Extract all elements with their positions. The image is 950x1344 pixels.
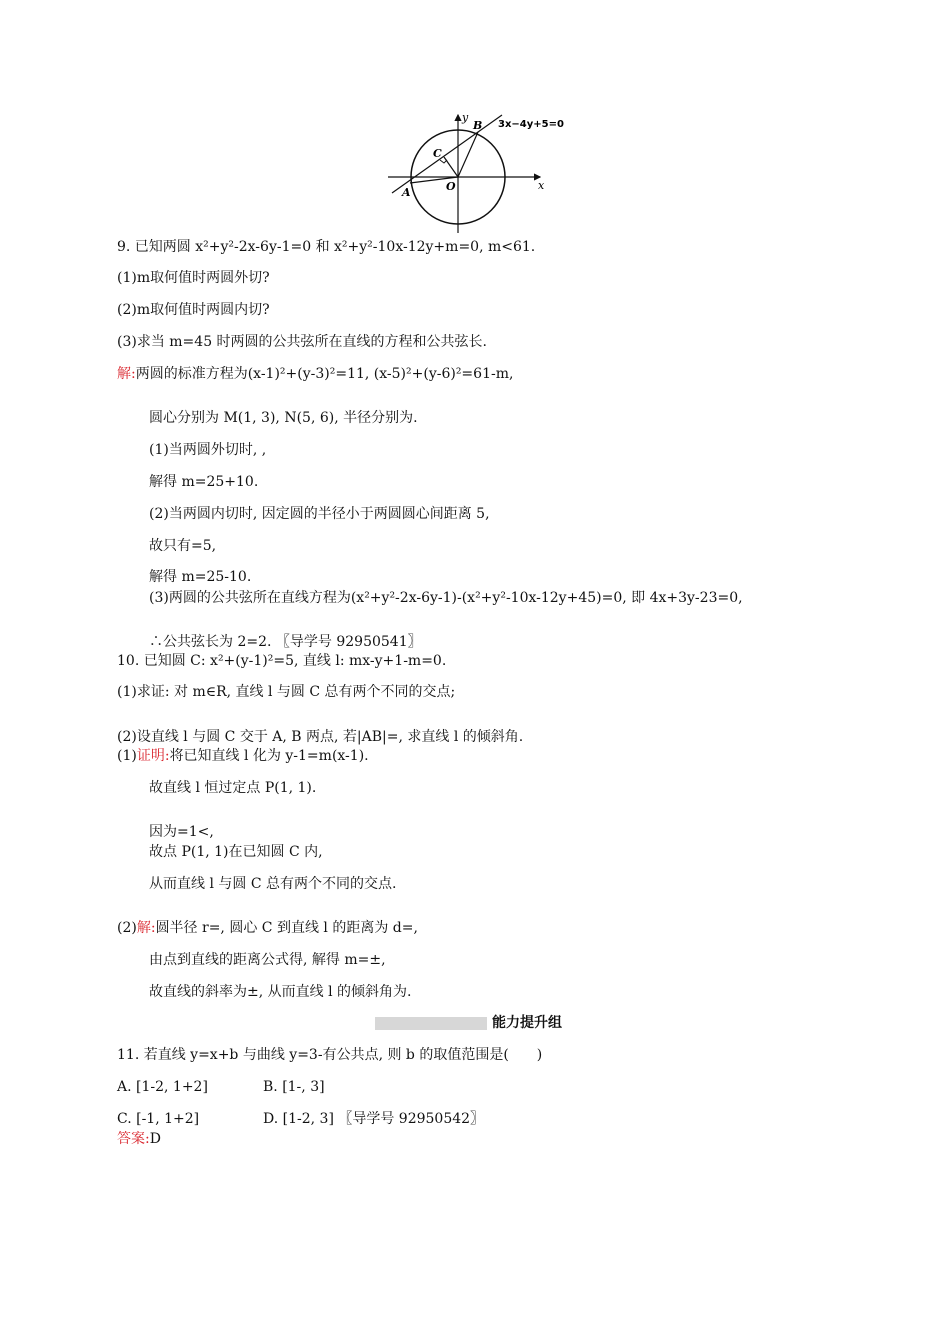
line-a9-8 bbox=[149, 632, 422, 652]
line-q10-1 bbox=[117, 682, 455, 702]
line-text: C. [-1, 1+2] bbox=[117, 1111, 200, 1127]
line-a10-5 bbox=[117, 918, 418, 938]
label-o: O bbox=[446, 180, 456, 193]
line-a9-2 bbox=[149, 440, 266, 460]
line-text: 11. 若直线 y=x+b 与曲线 y=3-有公共点, 则 b 的取值范围是( ) bbox=[117, 1047, 543, 1063]
line-text: (2)m取何值时两圆内切? bbox=[117, 302, 270, 318]
line-text: 从而直线 l 与圆 C 总有两个不同的交点. bbox=[149, 876, 397, 892]
label-a: A bbox=[402, 186, 411, 199]
line-text: 10. 已知圆 C: x²+(y-1)²=5, 直线 l: mx-y+1-m=0. bbox=[117, 653, 447, 669]
line-text: 故只有=5, bbox=[149, 538, 217, 554]
label-b: B bbox=[473, 119, 483, 132]
answer-label: 证明: bbox=[136, 748, 170, 764]
line-text: 因为=1<, bbox=[149, 824, 214, 840]
line-text: A. [1-2, 1+2] bbox=[117, 1079, 208, 1095]
line-text: 两圆的标准方程为(x-1)²+(y-3)²=11, (x-5)²+(y-6)²=61-m, bbox=[135, 366, 514, 382]
section-bar bbox=[375, 1017, 487, 1030]
line-text: 故直线 l 恒过定点 P(1, 1). bbox=[149, 780, 317, 796]
line-a10-2 bbox=[149, 822, 214, 842]
line-text: (3)两圆的公共弦所在直线方程为(x²+y²-2x-6y-1)-(x²+y²-10x-12y+45)=0, 即 4x+3y-23=0, bbox=[149, 590, 743, 606]
line-a10-7 bbox=[149, 982, 411, 1002]
segment-oc bbox=[444, 157, 458, 177]
line-text: 将已知直线 l 化为 y-1=m(x-1). bbox=[169, 748, 369, 764]
line-a9-3 bbox=[149, 472, 258, 492]
line-text: (1)求证: 对 m∈R, 直线 l 与圆 C 总有两个不同的交点; bbox=[117, 684, 456, 700]
line-text: 圆心分别为 M(1, 3), N(5, 6), 半径分别为. bbox=[149, 410, 418, 426]
line-a9-4 bbox=[149, 504, 490, 524]
option-b: B. [1-, 3] bbox=[263, 1079, 325, 1095]
line-text: (3)求当 m=45 时两圆的公共弦所在直线的方程和公共弦长. bbox=[117, 334, 488, 350]
line-q11-a bbox=[117, 1077, 208, 1097]
line-text: 解得 m=25-10. bbox=[149, 569, 252, 585]
line-a9-1 bbox=[149, 408, 418, 428]
line-text: (2)设直线 l 与圆 C 交于 A, B 两点, 若|AB|=, 求直线 l 的倾斜角. bbox=[117, 729, 524, 745]
section-header bbox=[375, 1013, 595, 1035]
line-a9-0 bbox=[117, 364, 513, 384]
section-title: 能力提升组 bbox=[492, 1015, 562, 1031]
line-text: (1)当两圆外切时, , bbox=[149, 442, 267, 458]
line-q9-1 bbox=[117, 268, 270, 288]
line-q11-c bbox=[117, 1109, 199, 1129]
answer-label: 解: bbox=[136, 920, 156, 936]
line-text: 解得 m=25+10. bbox=[149, 474, 259, 490]
answer-label: 解: bbox=[117, 366, 136, 382]
line-text: (2)当两圆内切时, 因定圆的半径小于两圆圆心间距离 5, bbox=[149, 506, 490, 522]
line-q10 bbox=[117, 651, 446, 671]
line-a10-0 bbox=[117, 746, 369, 766]
line-text: 9. 已知两圆 x²+y²-2x-6y-1=0 和 x²+y²-10x-12y+m=0, m<61. bbox=[117, 239, 536, 255]
line-a10-3 bbox=[149, 842, 323, 862]
option-d: D. [1-2, 3] 〖导学号 92950542〗 bbox=[263, 1111, 485, 1127]
line-q9-2 bbox=[117, 300, 270, 320]
line-q10-2 bbox=[117, 727, 523, 747]
line-text: 圆半径 r=, 圆心 C 到直线 l 的距离为 d=, bbox=[155, 920, 418, 936]
line-q9-3 bbox=[117, 332, 487, 352]
label-line-eq: 3x−4y+5=0 bbox=[498, 119, 564, 130]
line-a10-4 bbox=[149, 874, 396, 894]
label-x: x bbox=[538, 179, 545, 192]
line-a9-7 bbox=[149, 588, 743, 608]
line-prefix: (2) bbox=[117, 920, 137, 936]
line-text: 故点 P(1, 1)在已知圆 C 内, bbox=[149, 844, 323, 860]
line-text: 故直线的斜率为±, 从而直线 l 的倾斜角为. bbox=[149, 984, 412, 1000]
line-q9 bbox=[117, 237, 535, 257]
line-a11 bbox=[117, 1129, 161, 1149]
right-angle-mark bbox=[440, 160, 447, 163]
line-text: D bbox=[149, 1131, 161, 1147]
circle-figure bbox=[380, 105, 580, 235]
answer-label: 答案: bbox=[117, 1131, 150, 1147]
label-y: y bbox=[462, 111, 469, 124]
line-prefix: (1) bbox=[117, 748, 137, 764]
line-text: 由点到直线的距离公式得, 解得 m=±, bbox=[149, 952, 386, 968]
line-text: (1)m取何值时两圆外切? bbox=[117, 270, 270, 286]
line-a9-6 bbox=[149, 567, 251, 587]
line-q11 bbox=[117, 1045, 542, 1065]
line-a10-1 bbox=[149, 778, 316, 798]
line-a9-5 bbox=[149, 536, 216, 556]
line-a10-6 bbox=[149, 950, 386, 970]
line-text: ∴公共弦长为 2=2. 〖导学号 92950541〗 bbox=[149, 634, 422, 650]
label-c: C bbox=[433, 147, 442, 160]
